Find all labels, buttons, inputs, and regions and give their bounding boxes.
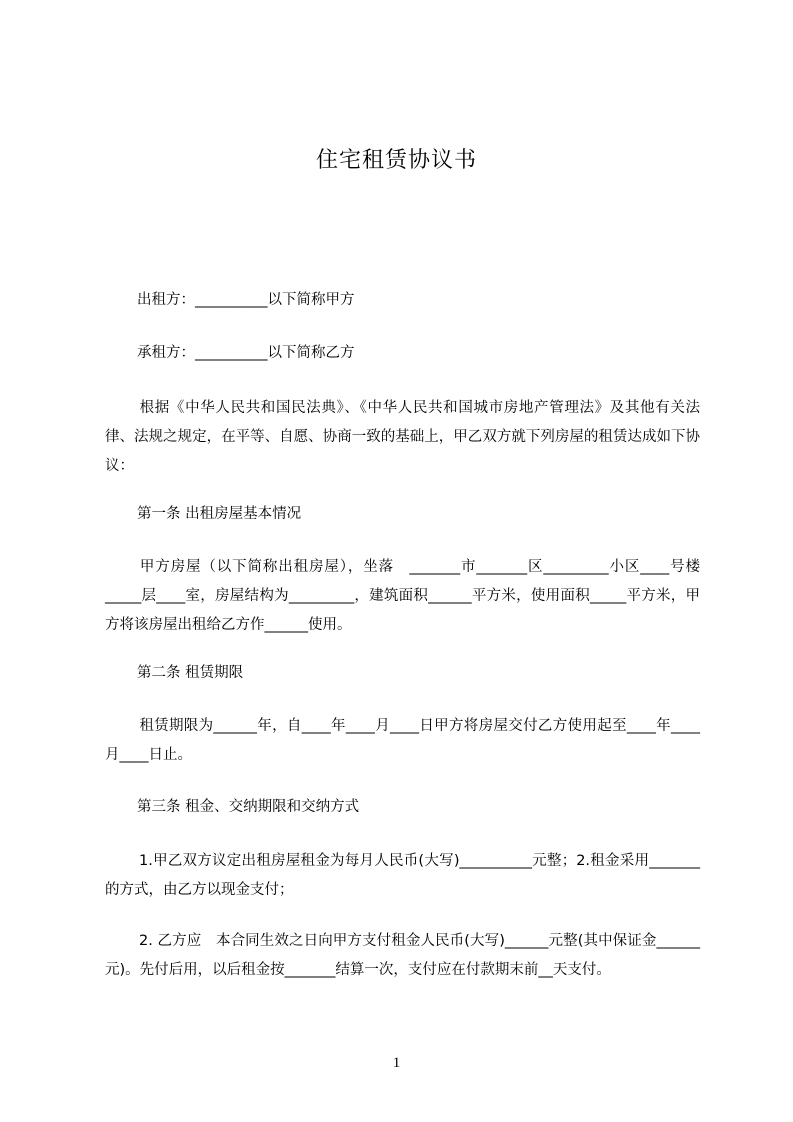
lessee-line: 承租方：__________以下简称乙方 — [137, 345, 355, 361]
article-1-heading: 第一条 出租房屋基本情况 — [137, 506, 302, 522]
article-1-text: 甲方房屋（以下简称出租房屋），坐落 _______市_______区_________小区____号楼_____层____室，房屋结构为_________，建筑面积______平方米，使用面积_____平方米，甲方将该房屋出租给乙方作______使用。 — [105, 559, 700, 633]
article-2-body — [105, 712, 700, 770]
lessor-line: 出租方：__________以下简称甲方 — [137, 292, 355, 308]
article-2-text: 租赁期限为______年，自____年____月____日甲方将房屋交付乙方使用起至____年____月____日止。 — [105, 718, 700, 763]
preamble-paragraph — [105, 394, 700, 481]
article-2-heading: 第二条 租赁期限 — [137, 665, 244, 681]
document-title: 住宅租赁协议书 — [315, 148, 477, 173]
article-3-clause-1 — [105, 847, 700, 905]
article-3-clause-2 — [105, 927, 700, 985]
article-3-clause-2-text: 2. 乙方应 本合同生效之日向甲方支付租金人民币(大写)______元整(其中保证金______元)。先付后用，以后租金按_______结算一次，支付应在付款期末前__天支付。 — [105, 933, 700, 978]
preamble-text: 根据《中华人民共和国民法典》、《中华人民共和国城市房地产管理法》及其他有关法律、法规之规定，在平等、自愿、协商一致的基础上，甲乙双方就下列房屋的租赁达成如下协议： — [105, 400, 700, 474]
article-1-body — [105, 553, 700, 640]
page-number: 1 — [392, 1055, 401, 1071]
article-3-clause-1-text: 1.甲乙双方议定出租房屋租金为每月人民币(大写)__________元整；2.租金采用_______的方式，由乙方以现金支付； — [105, 853, 700, 898]
article-3-heading: 第三条 租金、交纳期限和交纳方式 — [137, 799, 360, 815]
